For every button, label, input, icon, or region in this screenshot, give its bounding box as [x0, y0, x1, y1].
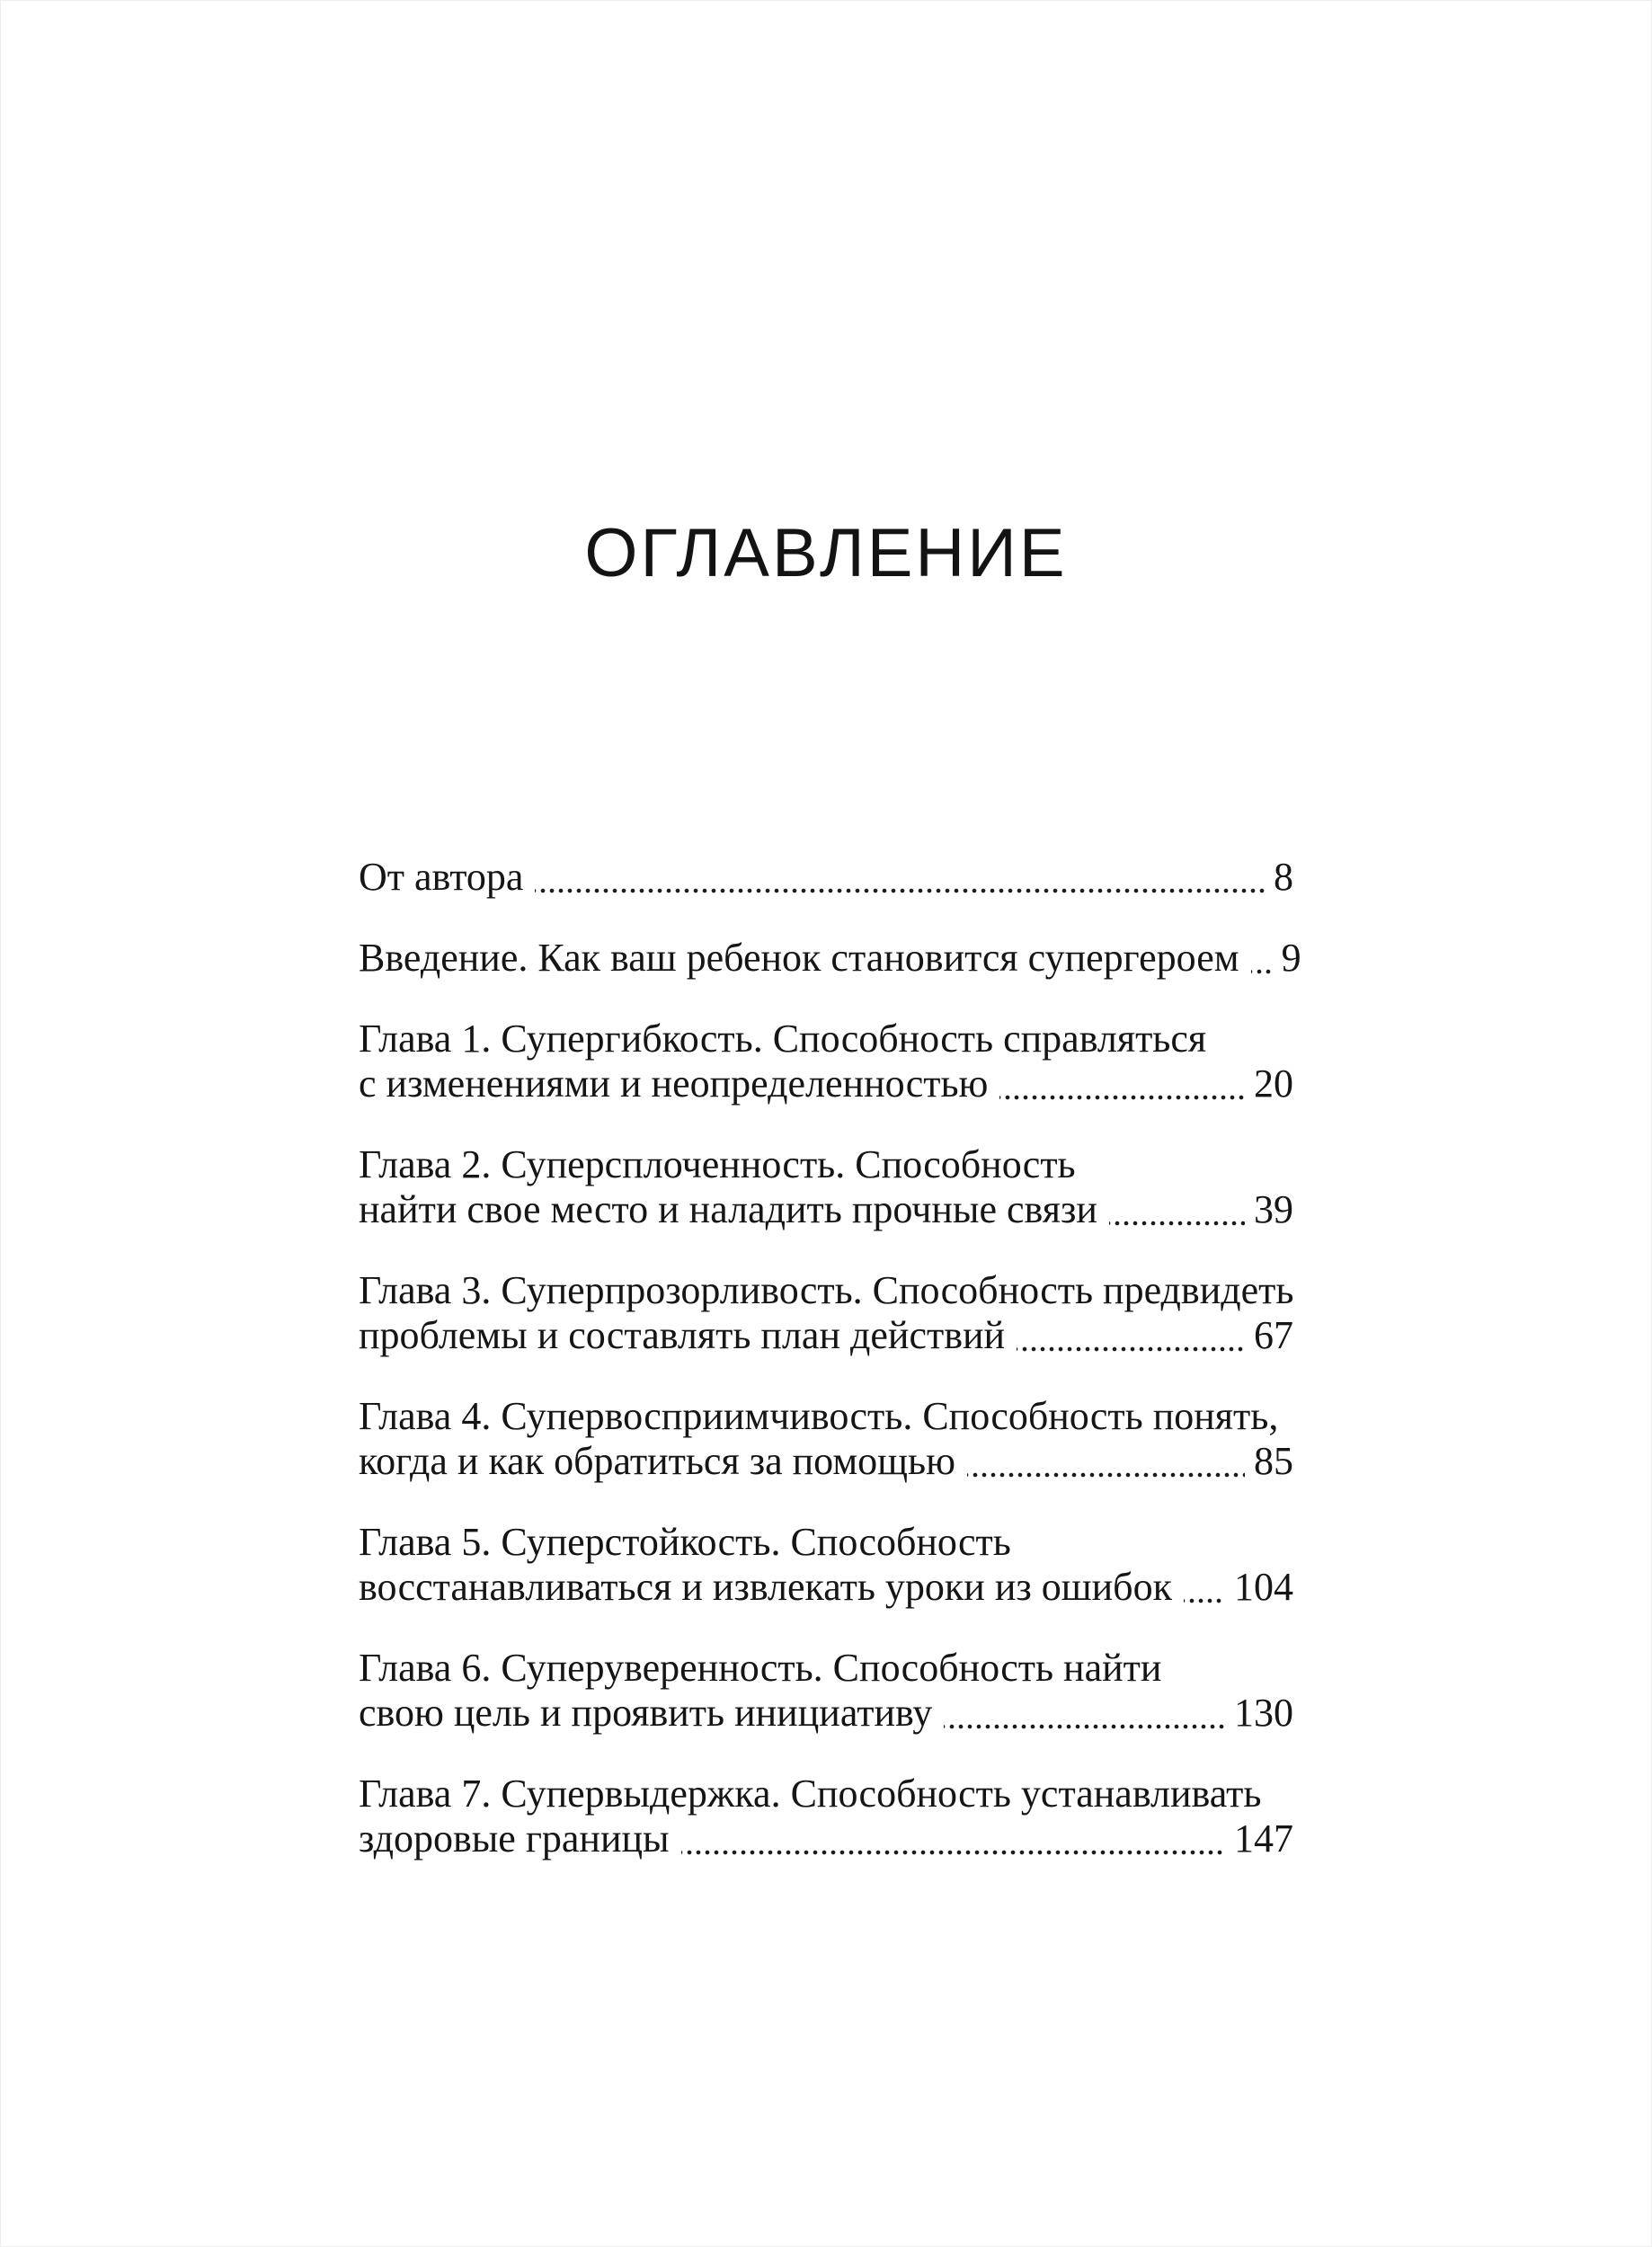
toc-entry-label: Глава 4. Супервосприимчивость. Способность понять,	[359, 1394, 1279, 1438]
toc-entry-chapter-7	[359, 1772, 1293, 1861]
toc-entry-label: Глава 6. Суперуверенность. Способность найти	[359, 1646, 1162, 1690]
page-number: 130	[1234, 1691, 1293, 1735]
toc-entry-label: восстанавливаться и извлекать уроки из ошибок	[359, 1565, 1172, 1609]
toc-entry-label: здоровые границы	[359, 1816, 670, 1861]
table-of-contents	[359, 855, 1301, 1861]
page-number: 85	[1254, 1439, 1293, 1483]
dot-leader	[1109, 1187, 1245, 1232]
toc-entry-chapter-3	[359, 1268, 1293, 1358]
dot-leader	[999, 1061, 1245, 1106]
dot-leader	[944, 1691, 1225, 1736]
toc-entry-label: когда и как обратиться за помощью	[359, 1439, 955, 1483]
toc-entry-label: с изменениями и неопределенностью	[359, 1061, 989, 1106]
page-title: ОГЛАВЛЕНИЕ	[584, 515, 1068, 591]
toc-entry-label: Глава 7. Супервыдержка. Способность устанавливать	[359, 1772, 1262, 1816]
toc-entry-label: найти свое место и наладить прочные связи	[359, 1187, 1097, 1231]
toc-entry-chapter-5	[359, 1520, 1293, 1610]
toc-entry-chapter-1	[359, 1017, 1293, 1106]
dot-leader	[967, 1439, 1245, 1484]
toc-entry-label: От автора	[359, 855, 524, 899]
page-number: 20	[1254, 1061, 1293, 1106]
dot-leader	[1184, 1565, 1225, 1610]
toc-entry-introduction	[359, 936, 1301, 981]
dot-leader	[1251, 936, 1273, 981]
toc-entry-label: проблемы и составлять план действий	[359, 1313, 1006, 1357]
toc-entry-label: Глава 2. Суперсплоченность. Способность	[359, 1142, 1076, 1186]
dot-leader	[535, 855, 1265, 900]
toc-entry-chapter-6	[359, 1646, 1293, 1736]
page-number: 67	[1254, 1313, 1293, 1357]
toc-entry-chapter-2	[359, 1142, 1293, 1232]
page-number: 8	[1274, 855, 1293, 899]
toc-entry-label: Глава 1. Супергибкость. Способность справляться	[359, 1017, 1207, 1061]
page-number: 39	[1254, 1187, 1293, 1231]
dot-leader	[1017, 1313, 1245, 1358]
page-number: 104	[1234, 1565, 1293, 1609]
toc-entry-label: Введение. Как ваш ребенок становится супергероем	[359, 936, 1239, 980]
toc-entry-label: Глава 5. Суперстойкость. Способность	[359, 1520, 1011, 1564]
page-number: 147	[1234, 1816, 1293, 1861]
toc-entry-author	[359, 855, 1293, 900]
toc-entry-label: Глава 3. Суперпрозорливость. Способность предвидеть	[359, 1268, 1294, 1312]
page-number: 9	[1281, 936, 1301, 980]
dot-leader	[681, 1816, 1225, 1861]
toc-entry-label: свою цель и проявить инициативу	[359, 1691, 933, 1735]
toc-entry-chapter-4	[359, 1394, 1293, 1484]
